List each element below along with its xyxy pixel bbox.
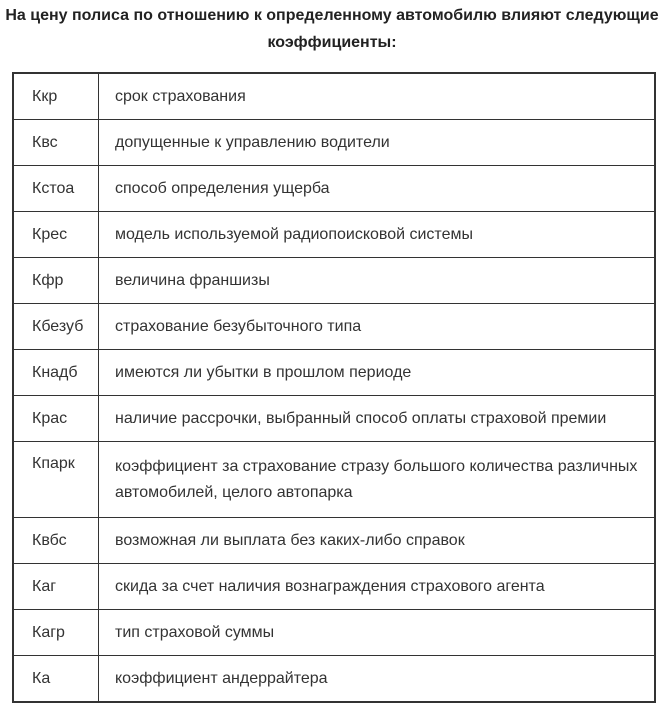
coefficient-description: величина франшизы [99,258,656,304]
coefficient-code: Ка [13,656,99,703]
table-row [13,212,655,258]
coefficient-code: Ккр [13,73,99,120]
coefficient-code: Кстоа [13,166,99,212]
coefficient-code: Крас [13,396,99,442]
page-heading [0,0,664,56]
coefficient-code: Каг [13,564,99,610]
table-row [13,258,655,304]
table-row [13,656,655,703]
table-row [13,73,655,120]
coefficient-description: страхование безубыточного типа [99,304,656,350]
coefficient-code: Квбс [13,518,99,564]
coefficient-description: срок страхования [99,73,656,120]
table-row [13,442,655,518]
table-row [13,120,655,166]
coefficient-description: скида за счет наличия вознаграждения страхового агента [99,564,656,610]
coefficient-description: наличие рассрочки, выбранный способ оплаты страховой премии [99,396,656,442]
heading-line-2: коэффициенты: [267,34,397,51]
coefficient-code: Кпарк [13,442,99,518]
table-row [13,564,655,610]
coefficient-code: Кагр [13,610,99,656]
coefficient-description: коэффициент андеррайтера [99,656,656,703]
heading-line-1: На цену полиса по отношению к определенному автомобилю влияют следующие [5,7,659,24]
coefficient-description: коэффициент за страхование стразу большого количества различных автомобилей, целого автопарка [99,442,656,518]
coefficient-description: допущенные к управлению водители [99,120,656,166]
coefficients-table [12,72,656,703]
table-row [13,396,655,442]
coefficient-description: способ определения ущерба [99,166,656,212]
coefficient-code: Квс [13,120,99,166]
table-row [13,304,655,350]
coefficient-description: имеются ли убытки в прошлом периоде [99,350,656,396]
coefficient-description: тип страховой суммы [99,610,656,656]
table-row [13,518,655,564]
coefficient-code: Кнадб [13,350,99,396]
coefficient-code: Кбезуб [13,304,99,350]
coefficient-description: модель используемой радиопоисковой системы [99,212,656,258]
coefficient-code: Крес [13,212,99,258]
table-row [13,350,655,396]
coefficient-code: Кфр [13,258,99,304]
table-row [13,610,655,656]
coefficient-description: возможная ли выплата без каких-либо справок [99,518,656,564]
table-row [13,166,655,212]
